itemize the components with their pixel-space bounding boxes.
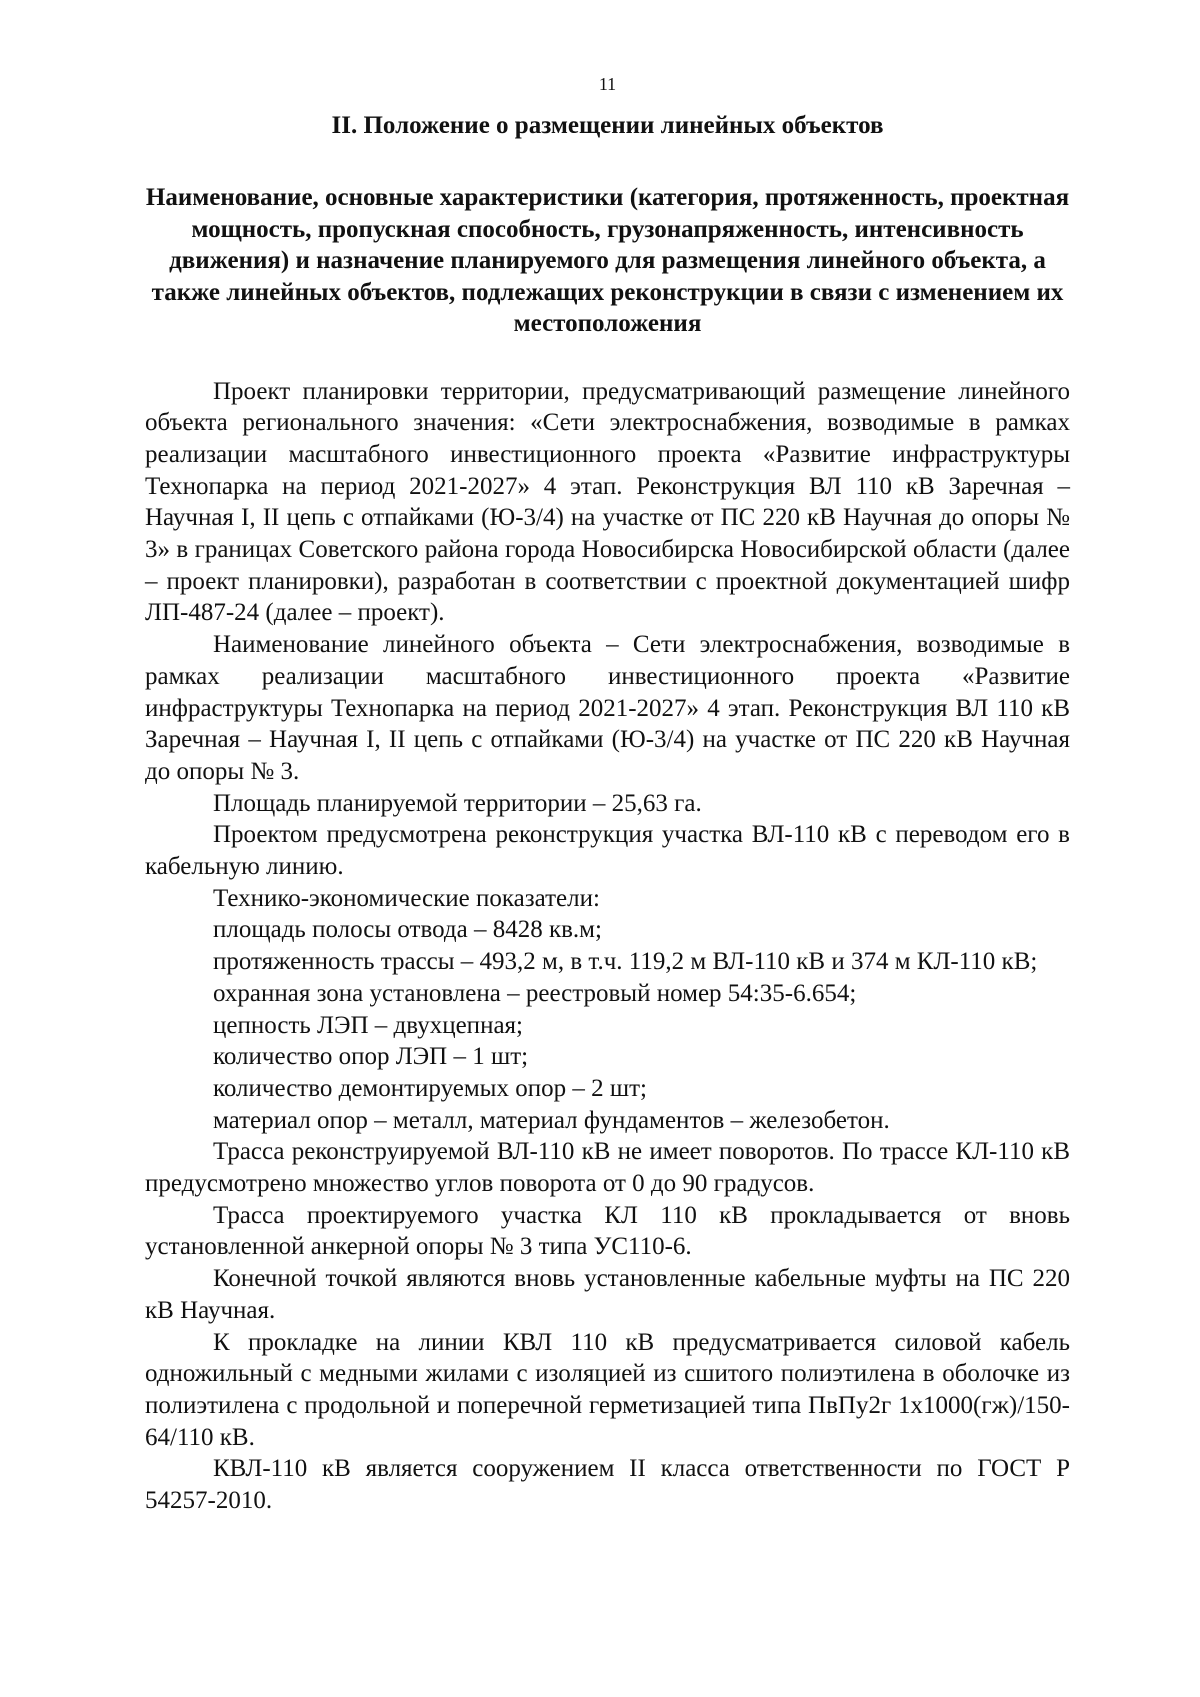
paragraph-reconstruction: Проектом предусмотрена реконструкция участка ВЛ-110 кВ с переводом его в кабельную линию. — [145, 821, 1070, 881]
indicator-item: количество демонтируемых опор – 2 шт; — [213, 1074, 647, 1102]
paragraph-route-turns: Трасса реконструируемой ВЛ-110 кВ не имеет поворотов. По трассе КЛ-110 кВ предусмотрено множество углов поворота от 0 до 90 градусов. — [145, 1138, 1070, 1198]
indicator-item: площадь полосы отвода – 8428 кв.м; — [213, 916, 602, 944]
paragraph-object-name: Наименование линейного объекта – Сети электроснабжения, возводимые в рамках реализации масштабного инвестиционного проекта «Развитие инфраструктуры Технопарка на период 2021-2027» 4 этап. Реконструкция ВЛ 110 кВ Заречная – Научная I, II цепь с отпайками (Ю-3/4) на участке от ПС 220 кВ Научная до опоры № 3. — [145, 631, 1070, 785]
section-subtitle: Наименование, основные характеристики (категория, протяженность, проектная мощность, пропускная способность, грузонапряженность, интенсивность движения) и назначение планируемого для размещения линейного объекта, а также линейных объектов, подлежащих реконструкции в связи с изменением их местоположения — [145, 184, 1070, 337]
paragraph-end-point: Конечной точкой являются вновь установленные кабельные муфты на ПС 220 кВ Научная. — [145, 1265, 1070, 1324]
page-number: 11 — [598, 74, 617, 94]
body-text — [145, 376, 1070, 1517]
paragraph-cable-route: Трасса проектируемого участка КЛ 110 кВ прокладывается от вновь установленной анкерной опоры № 3 типа УС110-6. — [145, 1201, 1070, 1261]
paragraph-responsibility-class: КВЛ-110 кВ является сооружением II класса ответственности по ГОСТ Р 54257-2010. — [145, 1455, 1070, 1515]
indicator-item: материал опор – металл, материал фундаментов – железобетон. — [213, 1106, 890, 1134]
paragraph-cable-type: К прокладке на линии КВЛ 110 кВ предусматривается силовой кабель одножильный с медными жилами с изоляцией из сшитого полиэтилена в оболочке из полиэтилена с продольной и поперечной герметизацией типа ПвПу2г 1х1000(гж)/150-64/110 кВ. — [145, 1328, 1070, 1451]
paragraph-project-description: Проект планировки территории, предусматривающий размещение линейного объекта регионального значения: «Сети электроснабжения, возводимые в рамках реализации масштабного инвестиционного проекта «Развитие инфраструктуры Технопарка на период 2021-2027» 4 этап. Реконструкция ВЛ 110 кВ Заречная – Научная I, II цепь с отпайками (Ю-3/4) на участке от ПС 220 кВ Научная до опоры № 3» в границах Советского района города Новосибирска Новосибирской области (далее – проект планировки), разработан в соответствии с проектной документацией шифр ЛП-487-24 (далее – проект). — [145, 377, 1070, 627]
section-title: II. Положение о размещении линейных объектов — [331, 112, 884, 139]
paragraph-indicators-heading: Технико-экономические показатели: — [213, 884, 600, 912]
paragraph-territory-area: Площадь планируемой территории – 25,63 га. — [213, 789, 702, 817]
indicator-item: количество опор ЛЭП – 1 шт; — [213, 1043, 529, 1071]
indicator-item: цепность ЛЭП – двухцепная; — [213, 1011, 523, 1039]
indicator-item: охранная зона установлена – реестровый номер 54:35-6.654; — [213, 979, 857, 1007]
indicator-item: протяженность трассы – 493,2 м, в т.ч. 119,2 м ВЛ-110 кВ и 374 м КЛ-110 кВ; — [213, 948, 1038, 976]
